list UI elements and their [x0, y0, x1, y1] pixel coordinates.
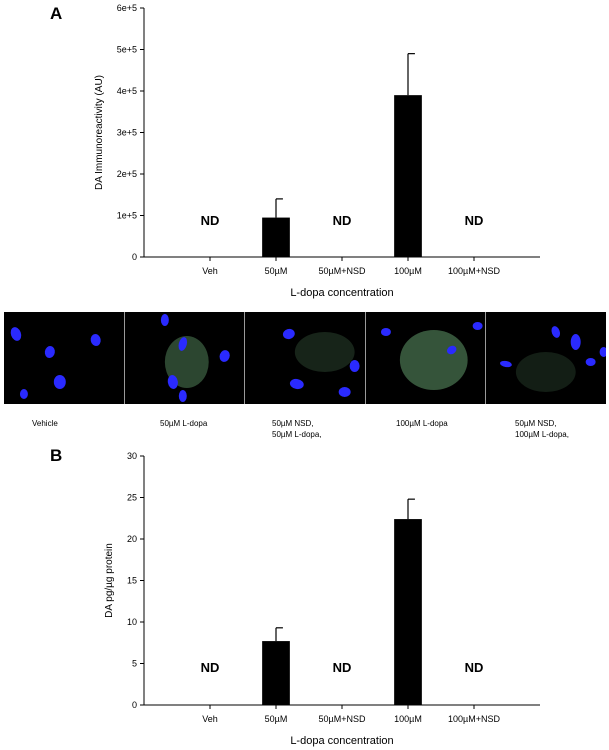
chart-a [0, 0, 609, 300]
x-tick-label: 50µM+NSD [318, 714, 366, 724]
nucleus [381, 328, 391, 336]
nucleus [472, 322, 482, 330]
micrograph-strip [4, 312, 606, 404]
micrograph-50um-nsd-50um-ldopa [245, 312, 366, 404]
x-tick-label: 50µM [264, 714, 288, 724]
x-tick-label: Veh [202, 266, 218, 276]
nd-annotation: ND [332, 213, 352, 228]
stain-glow [400, 330, 468, 390]
panel-label: B [50, 446, 63, 465]
nd-annotation: ND [332, 660, 352, 675]
nucleus [600, 347, 606, 357]
y-tick-label: 10 [126, 617, 137, 627]
x-tick-label: Veh [202, 714, 218, 724]
x-axis-title: L-dopa concentration [290, 735, 394, 747]
nucleus [586, 358, 596, 366]
micrograph-100um-ldopa [366, 312, 487, 404]
nucleus [289, 378, 304, 390]
x-tick-label: 100µM [394, 266, 422, 276]
x-tick-label: 100µM [394, 714, 422, 724]
nd-annotation: ND [464, 660, 484, 675]
x-tick-label: 100µM+NSD [448, 714, 500, 724]
bar [262, 641, 290, 705]
stain-glow [295, 332, 355, 372]
nucleus [571, 334, 581, 350]
nucleus [339, 387, 351, 397]
y-tick-label: 30 [126, 451, 137, 461]
nd-annotation: ND [200, 660, 220, 675]
y-tick-label: 4e+5 [116, 86, 137, 96]
nucleus [500, 360, 513, 368]
nucleus [90, 333, 102, 347]
caption-50um-ldopa: 50µM L-dopa [160, 419, 208, 428]
nucleus [160, 314, 168, 326]
nucleus [178, 390, 186, 402]
micrograph-50um-nsd-100um-ldopa [486, 312, 606, 404]
nucleus [54, 375, 66, 389]
nucleus [20, 389, 28, 399]
micrograph-vehicle [4, 312, 125, 404]
nucleus [350, 360, 360, 372]
micrograph-50um-ldopa [125, 312, 246, 404]
bar [394, 95, 422, 257]
bar [262, 218, 290, 257]
y-tick-label: 0 [131, 700, 137, 710]
y-tick-label: 15 [126, 575, 137, 586]
nucleus [218, 349, 231, 364]
y-tick-label: 5 [131, 658, 137, 669]
y-tick-label: 3e+5 [116, 127, 137, 138]
nd-annotation: ND [200, 213, 220, 228]
caption-50um-nsd-100um-ldopa: 50µM NSD, 100µM L-dopa, [515, 419, 569, 439]
x-axis-title: L-dopa concentration [290, 287, 394, 299]
y-tick-label: 2e+5 [116, 169, 137, 179]
nucleus [550, 325, 562, 339]
nd-annotation: ND [464, 213, 484, 228]
caption-100um-ldopa: 100µM L-dopa [396, 419, 448, 428]
bar [394, 519, 422, 705]
y-axis-title: DA pg/µg protein [104, 543, 115, 618]
y-tick-label: 1e+5 [116, 210, 137, 221]
y-tick-label: 5e+5 [116, 44, 137, 55]
y-tick-label: 6e+5 [116, 3, 137, 13]
caption-50um-nsd-50um-ldopa: 50µM NSD, 50µM L-dopa, [272, 419, 322, 439]
stain-glow [516, 352, 576, 392]
y-axis-title: DA Immunoreactivity (AU) [94, 74, 105, 191]
caption-vehicle: Vehicle [32, 419, 58, 428]
nucleus [282, 328, 296, 341]
nucleus [9, 326, 23, 343]
x-tick-label: 50µM [264, 266, 288, 276]
y-tick-label: 0 [131, 252, 137, 262]
x-tick-label: 50µM+NSD [318, 266, 366, 276]
y-tick-label: 25 [126, 492, 137, 503]
panel-label: A [50, 4, 63, 23]
x-tick-label: 100µM+NSD [448, 266, 500, 276]
y-tick-label: 20 [126, 534, 137, 544]
chart-b [0, 440, 609, 750]
nucleus [44, 345, 56, 359]
